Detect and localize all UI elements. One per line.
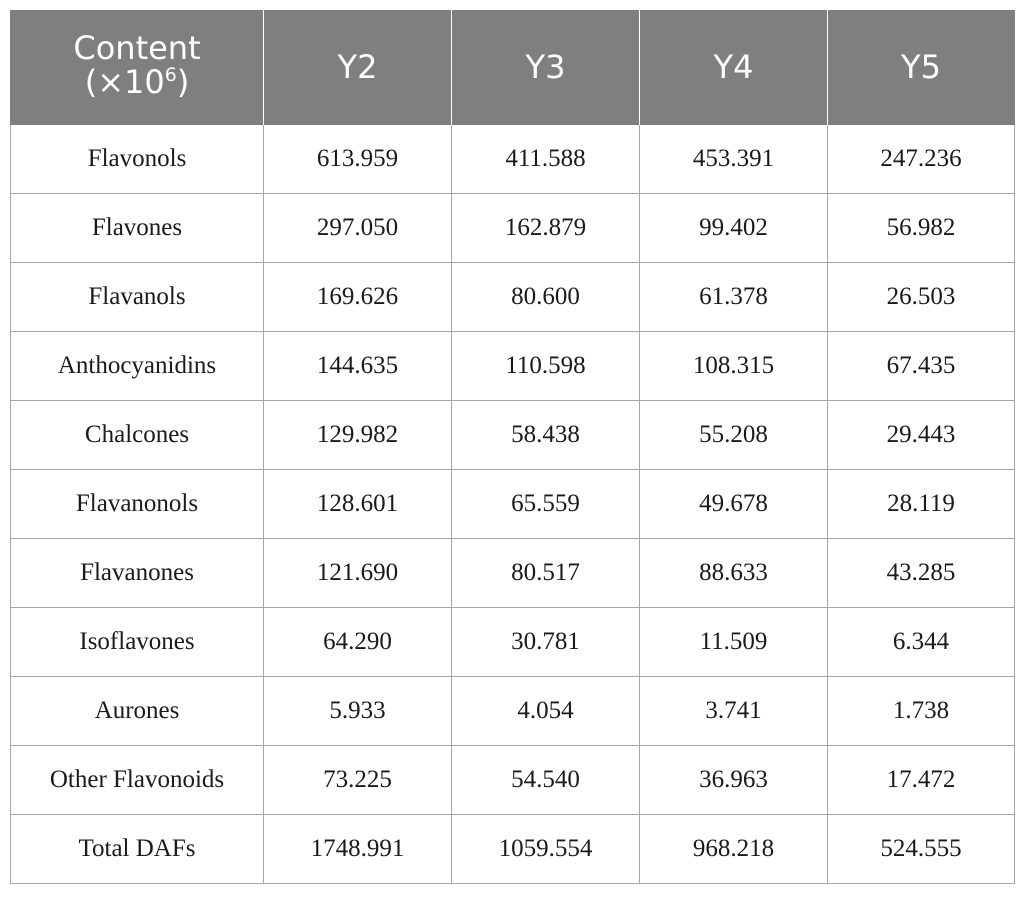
cell-y2: 1748.991 xyxy=(264,815,452,884)
cell-y4: 108.315 xyxy=(640,332,828,401)
cell-y2: 5.933 xyxy=(264,677,452,746)
cell-y5: 29.443 xyxy=(828,401,1015,470)
cell-y2: 128.601 xyxy=(264,470,452,539)
cell-y3: 54.540 xyxy=(452,746,640,815)
table-row xyxy=(11,746,1015,815)
table-row xyxy=(11,125,1015,194)
cell-y2: 121.690 xyxy=(264,539,452,608)
row-label: Flavanonols xyxy=(11,470,264,539)
row-label: Aurones xyxy=(11,677,264,746)
cell-y3: 1059.554 xyxy=(452,815,640,884)
row-label: Flavones xyxy=(11,194,264,263)
table-body xyxy=(11,125,1015,884)
cell-y5: 17.472 xyxy=(828,746,1015,815)
cell-y4: 11.509 xyxy=(640,608,828,677)
cell-y2: 129.982 xyxy=(264,401,452,470)
cell-y4: 968.218 xyxy=(640,815,828,884)
row-label: Chalcones xyxy=(11,401,264,470)
cell-y4: 61.378 xyxy=(640,263,828,332)
cell-y5: 67.435 xyxy=(828,332,1015,401)
header-y2: Y2 xyxy=(264,10,452,125)
cell-y2: 73.225 xyxy=(264,746,452,815)
cell-y4: 453.391 xyxy=(640,125,828,194)
table-row xyxy=(11,608,1015,677)
cell-y5: 26.503 xyxy=(828,263,1015,332)
table-row xyxy=(11,815,1015,884)
header-unit-prefix: (×10 xyxy=(84,62,165,101)
table-row xyxy=(11,677,1015,746)
cell-y5: 28.119 xyxy=(828,470,1015,539)
table-row xyxy=(11,194,1015,263)
cell-y3: 4.054 xyxy=(452,677,640,746)
table-row xyxy=(11,332,1015,401)
cell-y3: 58.438 xyxy=(452,401,640,470)
cell-y5: 56.982 xyxy=(828,194,1015,263)
table-row xyxy=(11,401,1015,470)
header-content xyxy=(11,10,264,125)
header-content-line2 xyxy=(11,62,263,104)
header-unit-suffix: ) xyxy=(176,62,190,101)
cell-y2: 297.050 xyxy=(264,194,452,263)
cell-y3: 80.517 xyxy=(452,539,640,608)
row-label: Flavanones xyxy=(11,539,264,608)
flavonoid-content-table xyxy=(10,10,1015,884)
cell-y5: 524.555 xyxy=(828,815,1015,884)
table-row xyxy=(11,263,1015,332)
cell-y5: 247.236 xyxy=(828,125,1015,194)
cell-y3: 411.588 xyxy=(452,125,640,194)
row-label: Total DAFs xyxy=(11,815,264,884)
cell-y3: 162.879 xyxy=(452,194,640,263)
cell-y5: 1.738 xyxy=(828,677,1015,746)
header-content-line1: Content xyxy=(73,28,201,67)
header-y3: Y3 xyxy=(452,10,640,125)
cell-y3: 65.559 xyxy=(452,470,640,539)
cell-y4: 55.208 xyxy=(640,401,828,470)
cell-y3: 30.781 xyxy=(452,608,640,677)
cell-y4: 49.678 xyxy=(640,470,828,539)
cell-y5: 6.344 xyxy=(828,608,1015,677)
row-label: Isoflavones xyxy=(11,608,264,677)
row-label: Flavonols xyxy=(11,125,264,194)
header-y4: Y4 xyxy=(640,10,828,125)
table-row xyxy=(11,539,1015,608)
table-header xyxy=(11,10,1015,125)
cell-y2: 144.635 xyxy=(264,332,452,401)
cell-y4: 99.402 xyxy=(640,194,828,263)
cell-y2: 613.959 xyxy=(264,125,452,194)
header-unit-exponent: 6 xyxy=(164,63,177,86)
row-label: Other Flavonoids xyxy=(11,746,264,815)
header-row xyxy=(11,10,1015,125)
row-label: Flavanols xyxy=(11,263,264,332)
cell-y2: 169.626 xyxy=(264,263,452,332)
cell-y2: 64.290 xyxy=(264,608,452,677)
row-label: Anthocyanidins xyxy=(11,332,264,401)
header-y5: Y5 xyxy=(828,10,1015,125)
table-row xyxy=(11,470,1015,539)
cell-y3: 110.598 xyxy=(452,332,640,401)
cell-y4: 36.963 xyxy=(640,746,828,815)
cell-y4: 88.633 xyxy=(640,539,828,608)
cell-y4: 3.741 xyxy=(640,677,828,746)
cell-y5: 43.285 xyxy=(828,539,1015,608)
cell-y3: 80.600 xyxy=(452,263,640,332)
